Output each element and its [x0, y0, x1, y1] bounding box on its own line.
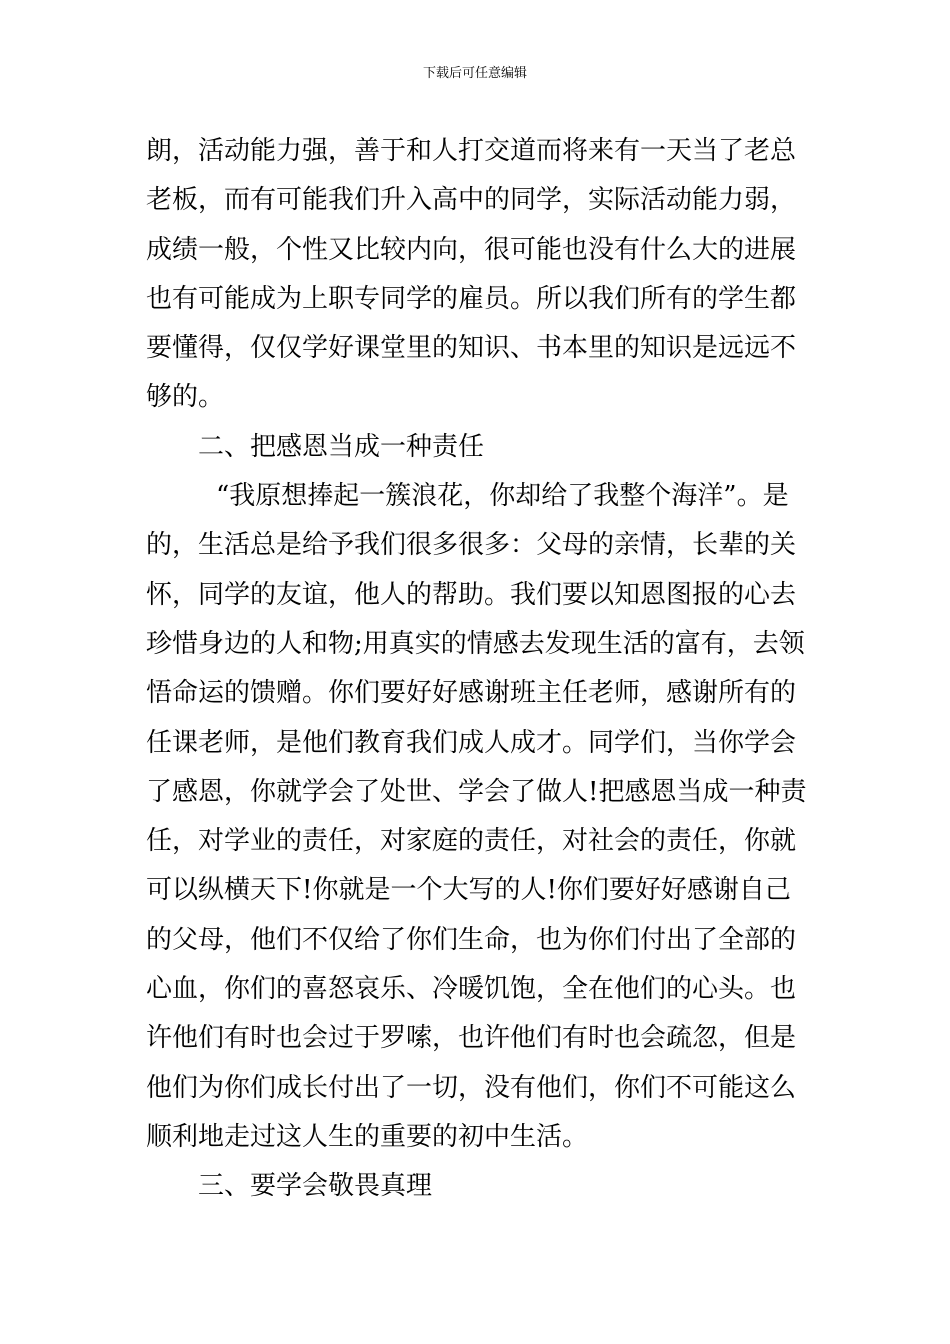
text-line: 老板，而有可能我们升入高中的同学，实际活动能力弱，	[146, 185, 797, 216]
text-line: 了感恩，你就学会了处世、学会了做人!把感恩当成一种责	[146, 776, 807, 807]
text-line: 心血，你们的喜怒哀乐、冷暖饥饱，全在他们的心头。也	[146, 974, 797, 1005]
text-line: 成绩一般，个性又比较内向，很可能也没有什么大的进展	[146, 234, 797, 265]
text-line: 怀，同学的友谊，他人的帮助。我们要以知恩图报的心去	[146, 579, 797, 610]
text-line: 可以纵横天下!你就是一个大写的人!你们要好好感谢自己	[146, 875, 791, 906]
text-line: 要懂得，仅仅学好课堂里的知识、书本里的知识是远远不	[146, 333, 797, 364]
text-line: 的父母，他们不仅给了你们生命，也为你们付出了全部的	[146, 924, 797, 955]
text-line: 朗，活动能力强，善于和人打交道而将来有一天当了老总	[146, 136, 797, 166]
section-heading: 二、把感恩当成一种责任	[198, 431, 485, 462]
text-line: 也有可能成为上职专同学的雇员。所以我们所有的学生都	[146, 283, 797, 314]
text-line: 许他们有时也会过于罗嗦，也许他们有时也会疏忽，但是	[146, 1023, 797, 1054]
text-line: 珍惜身边的人和物;用真实的情感去发现生活的富有，去领	[146, 628, 805, 659]
section-heading: 三、要学会敬畏真理	[198, 1171, 433, 1202]
page-header: 下载后可任意编辑	[422, 66, 527, 81]
text-line: 顺利地走过这人生的重要的初中生活。	[146, 1121, 589, 1152]
text-line: 任，对学业的责任，对家庭的责任，对社会的责任，你就	[146, 826, 797, 857]
text-line: 的，生活总是给予我们很多很多：父母的亲情，长辈的关	[146, 530, 797, 561]
paragraph-first-line: “我原想捧起一簇浪花，你却给了我整个海洋”。是	[216, 481, 789, 512]
text-line: 悟命运的馈赠。你们要好好感谢班主任老师，感谢所有的	[146, 678, 797, 709]
text-line: 够的。	[146, 382, 225, 413]
document-body	[146, 127, 810, 1212]
text-line: 任课老师，是他们教育我们成人成才。同学们，当你学会	[146, 727, 797, 758]
text-line: 他们为你们成长付出了一切，没有他们，你们不可能这么	[146, 1072, 797, 1103]
